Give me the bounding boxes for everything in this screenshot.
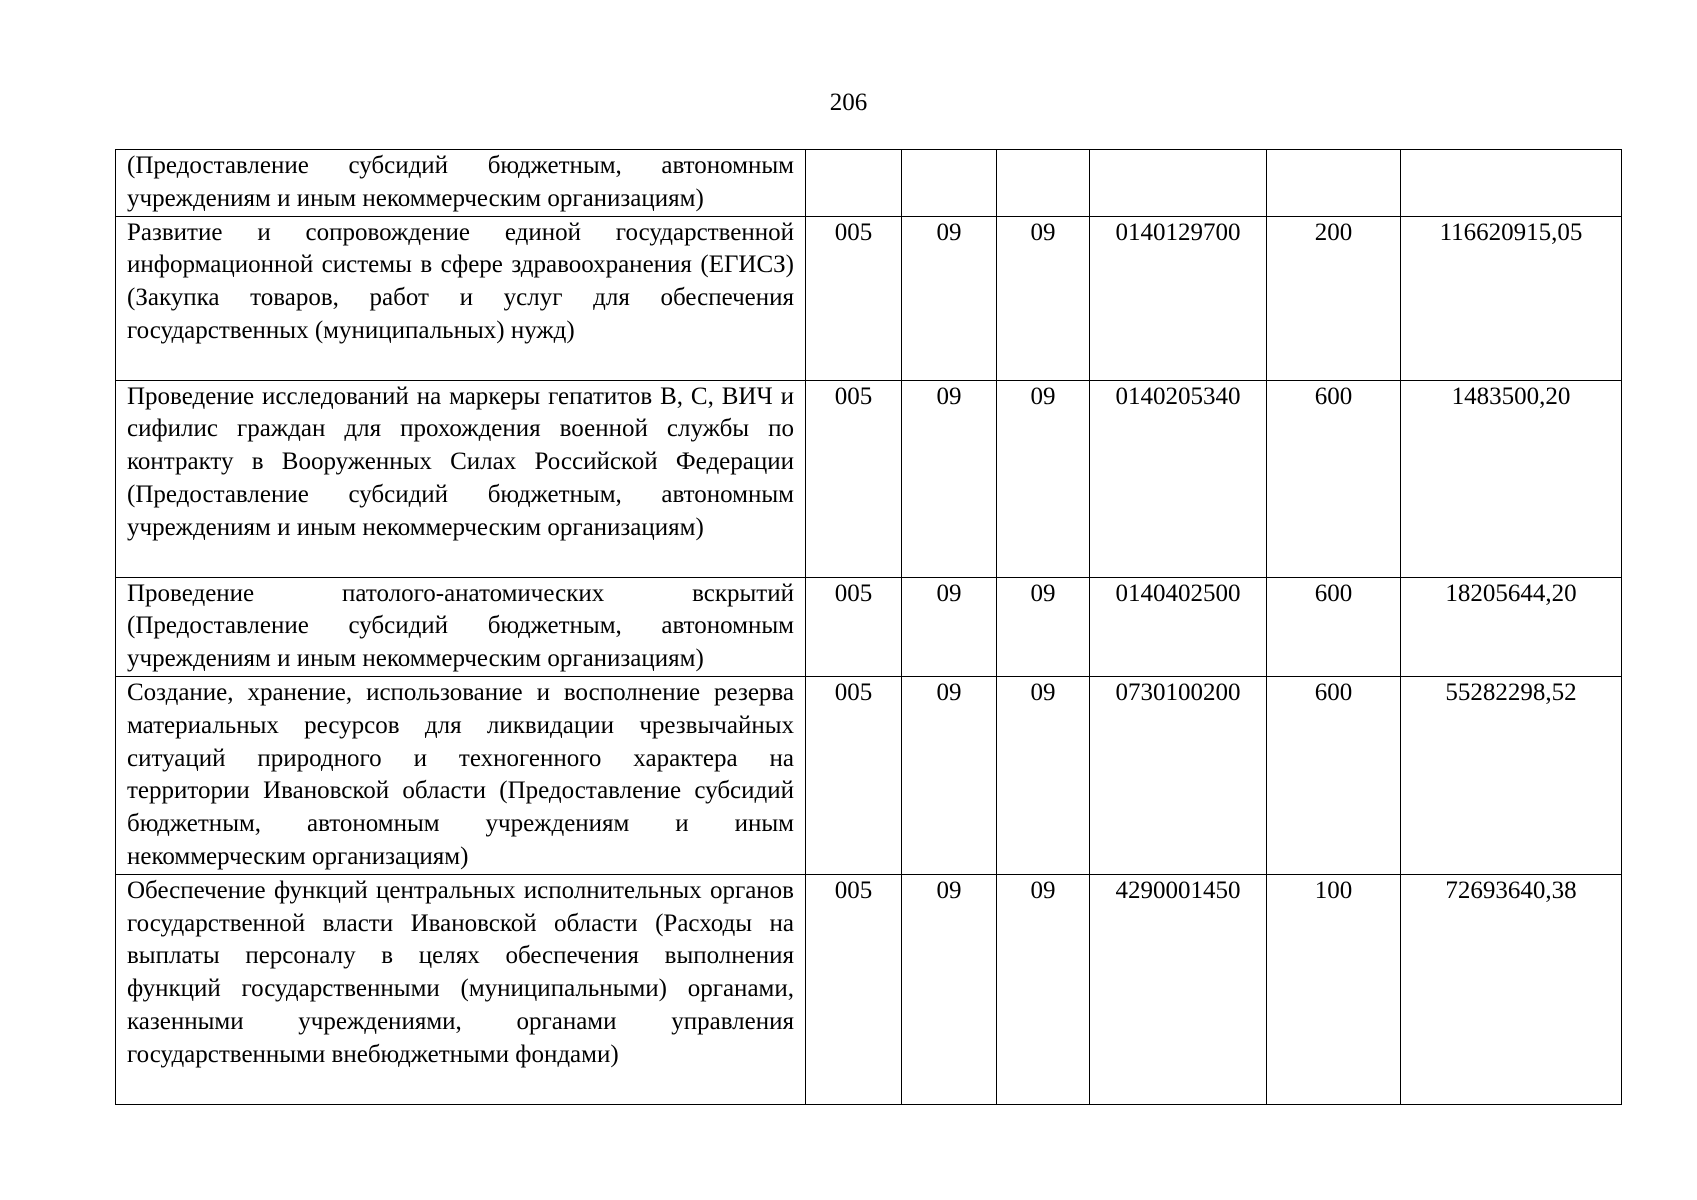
amount-cell: 55282298,52 xyxy=(1401,676,1622,874)
table-row xyxy=(116,150,1622,217)
amount-cell: 116620915,05 xyxy=(1401,216,1622,380)
ministry-code-cell: 005 xyxy=(806,216,902,380)
expense-type-cell xyxy=(1267,150,1401,217)
expense-name-cell: Создание, хранение, использование и восполнение резерва материальных ресурсов для ликвидации чрезвычайных ситуаций природного и техногенного характера на территории Ивановской области (Предоставление субсидий бюджетным, автономным учреждениям и иным некоммерческим организациям) xyxy=(116,676,806,874)
amount-cell: 72693640,38 xyxy=(1401,874,1622,1104)
section-code-cell: 09 xyxy=(902,676,997,874)
target-article-cell: 0140205340 xyxy=(1090,380,1267,577)
amount-cell xyxy=(1401,150,1622,217)
expense-type-cell: 600 xyxy=(1267,676,1401,874)
subsection-code-cell: 09 xyxy=(997,577,1090,676)
section-code-cell xyxy=(902,150,997,217)
section-code-cell: 09 xyxy=(902,577,997,676)
target-article-cell: 0140402500 xyxy=(1090,577,1267,676)
ministry-code-cell: 005 xyxy=(806,874,902,1104)
target-article-cell: 4290001450 xyxy=(1090,874,1267,1104)
target-article-cell: 0730100200 xyxy=(1090,676,1267,874)
table-row xyxy=(116,577,1622,676)
expense-name-cell: Проведение исследований на маркеры гепатитов В, С, ВИЧ и сифилис граждан для прохождения военной службы по контракту в Вооруженных Силах Российской Федерации (Предоставление субсидий бюджетным, автономным учреждениям и иным некоммерческим организациям) xyxy=(116,380,806,577)
subsection-code-cell xyxy=(997,150,1090,217)
ministry-code-cell: 005 xyxy=(806,380,902,577)
expense-type-cell: 200 xyxy=(1267,216,1401,380)
target-article-cell xyxy=(1090,150,1267,217)
ministry-code-cell: 005 xyxy=(806,577,902,676)
amount-cell: 18205644,20 xyxy=(1401,577,1622,676)
section-code-cell: 09 xyxy=(902,216,997,380)
table-row xyxy=(116,676,1622,874)
expense-name-cell: (Предоставление субсидий бюджетным, автономным учреждениям и иным некоммерческим организациям) xyxy=(116,150,806,217)
subsection-code-cell: 09 xyxy=(997,216,1090,380)
amount-cell: 1483500,20 xyxy=(1401,380,1622,577)
expense-name-cell: Развитие и сопровождение единой государственной информационной системы в сфере здравоохранения (ЕГИСЗ) (Закупка товаров, работ и услуг для обеспечения государственных (муниципальных) нужд) xyxy=(116,216,806,380)
expense-type-cell: 600 xyxy=(1267,380,1401,577)
section-code-cell: 09 xyxy=(902,380,997,577)
table-row xyxy=(116,380,1622,577)
subsection-code-cell: 09 xyxy=(997,676,1090,874)
ministry-code-cell: 005 xyxy=(806,676,902,874)
subsection-code-cell: 09 xyxy=(997,380,1090,577)
expense-name-cell: Проведение патолого-анатомических вскрытий (Предоставление субсидий бюджетным, автономным учреждениям и иным некоммерческим организациям) xyxy=(116,577,806,676)
table-row xyxy=(116,874,1622,1104)
table-row xyxy=(116,216,1622,380)
budget-table xyxy=(115,149,1622,1105)
target-article-cell: 0140129700 xyxy=(1090,216,1267,380)
ministry-code-cell xyxy=(806,150,902,217)
page-number: 206 xyxy=(829,89,868,116)
expense-name-cell: Обеспечение функций центральных исполнительных органов государственной власти Ивановской области (Расходы на выплаты персоналу в целях обеспечения выполнения функций государственными (муниципальными) органами, казенными учреждениями, органами управления государственными внебюджетными фондами) xyxy=(116,874,806,1104)
section-code-cell: 09 xyxy=(902,874,997,1104)
subsection-code-cell: 09 xyxy=(997,874,1090,1104)
expense-type-cell: 600 xyxy=(1267,577,1401,676)
expense-type-cell: 100 xyxy=(1267,874,1401,1104)
